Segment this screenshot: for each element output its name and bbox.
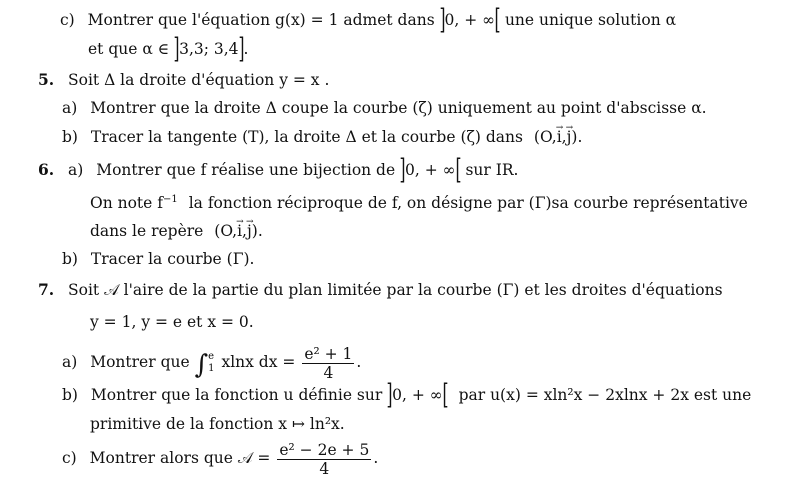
fraction-7a: $\frac{\text{e² + 1}}{4}$ xyxy=(304,344,353,382)
question-6-number: 6. xyxy=(38,160,55,179)
question-5-number: 5. xyxy=(38,70,55,89)
fraction-7c: $\frac{\text{e² − 2e + 5}}{4}$ xyxy=(279,440,370,478)
question-7-number: 7. xyxy=(38,280,55,299)
item-6b: b) Tracer la courbe (Γ). xyxy=(62,250,255,268)
item-7b: b) Montrer que la fonction u définie sur ]0, + ∞[ par u(x) = xln²x − 2xlnx + 2x est une xyxy=(62,378,752,411)
item-6a: a) Montrer que f réalise une bijection de ]0, + ∞[ sur IR. xyxy=(68,153,519,186)
item-7b-cont: primitive de la fonction x ↦ ln²x. xyxy=(90,415,345,433)
item-6-note: On note $f^{-1}$ la fonction réciproque de f, on désigne par (Γ)sa courbe représentative xyxy=(90,194,748,213)
item-7c: c) Montrer alors que 𝒜 = $\frac{\text{e² − 2e + 5}}{4}$ . xyxy=(62,440,379,478)
item-5a: a) Montrer que la droite Δ coupe la courbe (ζ) uniquement au point d'abscisse α. xyxy=(62,99,707,117)
item-6-frame: dans le repère (O,→ i,→ j). xyxy=(90,221,263,241)
question-7: Soit 𝒜 l'aire de la partie du plan limitée par la courbe (Γ) et les droites d'équations xyxy=(68,281,723,299)
question-5: Soit Δ la droite d'équation y = x . xyxy=(68,71,330,89)
item-7a: a) Montrer que ∫ e 1 xlnx dx = $\frac{\text{e² + 1}}{4}$ . xyxy=(62,344,362,382)
item-1c: c) Montrer que l'équation g(x) = 1 admet dans ]0, + ∞[ une unique solution α xyxy=(60,3,677,36)
item-5b: b) Tracer la tangente (T), la droite Δ et la courbe (ζ) dans (O,→ i,→ j). xyxy=(62,127,582,147)
question-7-equations: y = 1, y = e et x = 0. xyxy=(90,313,254,331)
item-1c-cont: et que α ∈ ]3,3; 3,4]. xyxy=(88,32,249,65)
integral-symbol: ∫ xyxy=(194,350,209,380)
